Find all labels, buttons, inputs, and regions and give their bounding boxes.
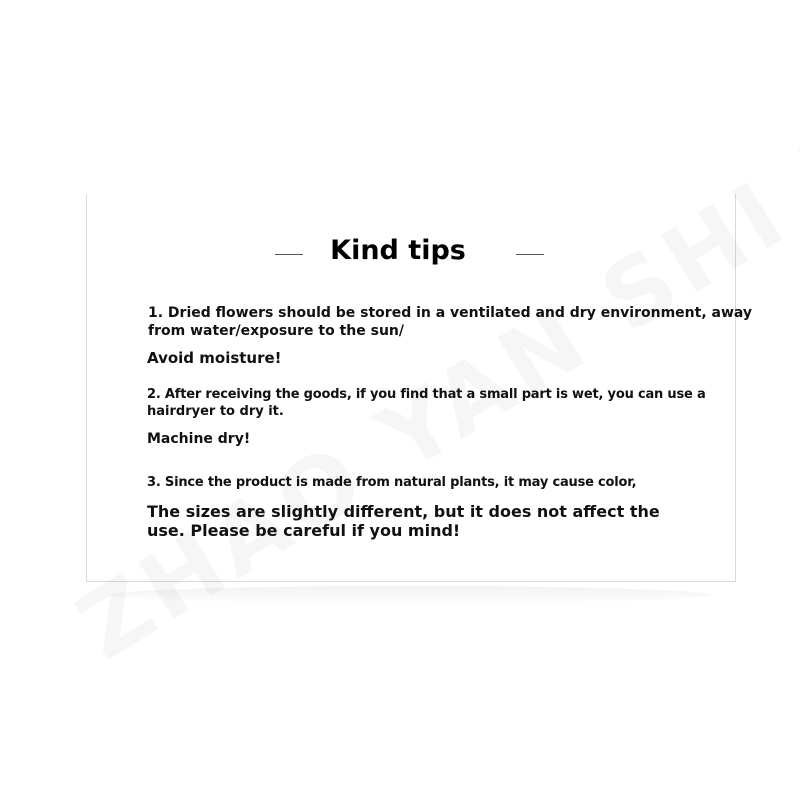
tip-1-line-2: from water/exposure to the sun/: [148, 323, 404, 339]
title-row: [0, 234, 800, 270]
title-divider-right: [516, 254, 544, 255]
card-shadow: [110, 586, 710, 604]
title-divider-left: [275, 254, 303, 255]
tip-2-line-2: hairdryer to dry it.: [147, 404, 284, 419]
tip-3-line-3: use. Please be careful if you mind!: [147, 521, 461, 540]
tip-2-line-1: 2. After receiving the goods, if you find that a small part is wet, you can use a: [147, 387, 706, 402]
tip-1-emphasis: Avoid moisture!: [147, 349, 282, 367]
tip-2-emphasis: Machine dry!: [147, 431, 251, 447]
tip-1-line-1: 1. Dried flowers should be stored in a ventilated and dry environment, away: [148, 305, 753, 321]
tip-3-line-2: The sizes are slightly different, but it does not affect the: [147, 502, 660, 521]
page-title: Kind tips: [330, 235, 466, 266]
tip-3-line-1: 3. Since the product is made from natural plants, it may cause color,: [147, 475, 637, 490]
